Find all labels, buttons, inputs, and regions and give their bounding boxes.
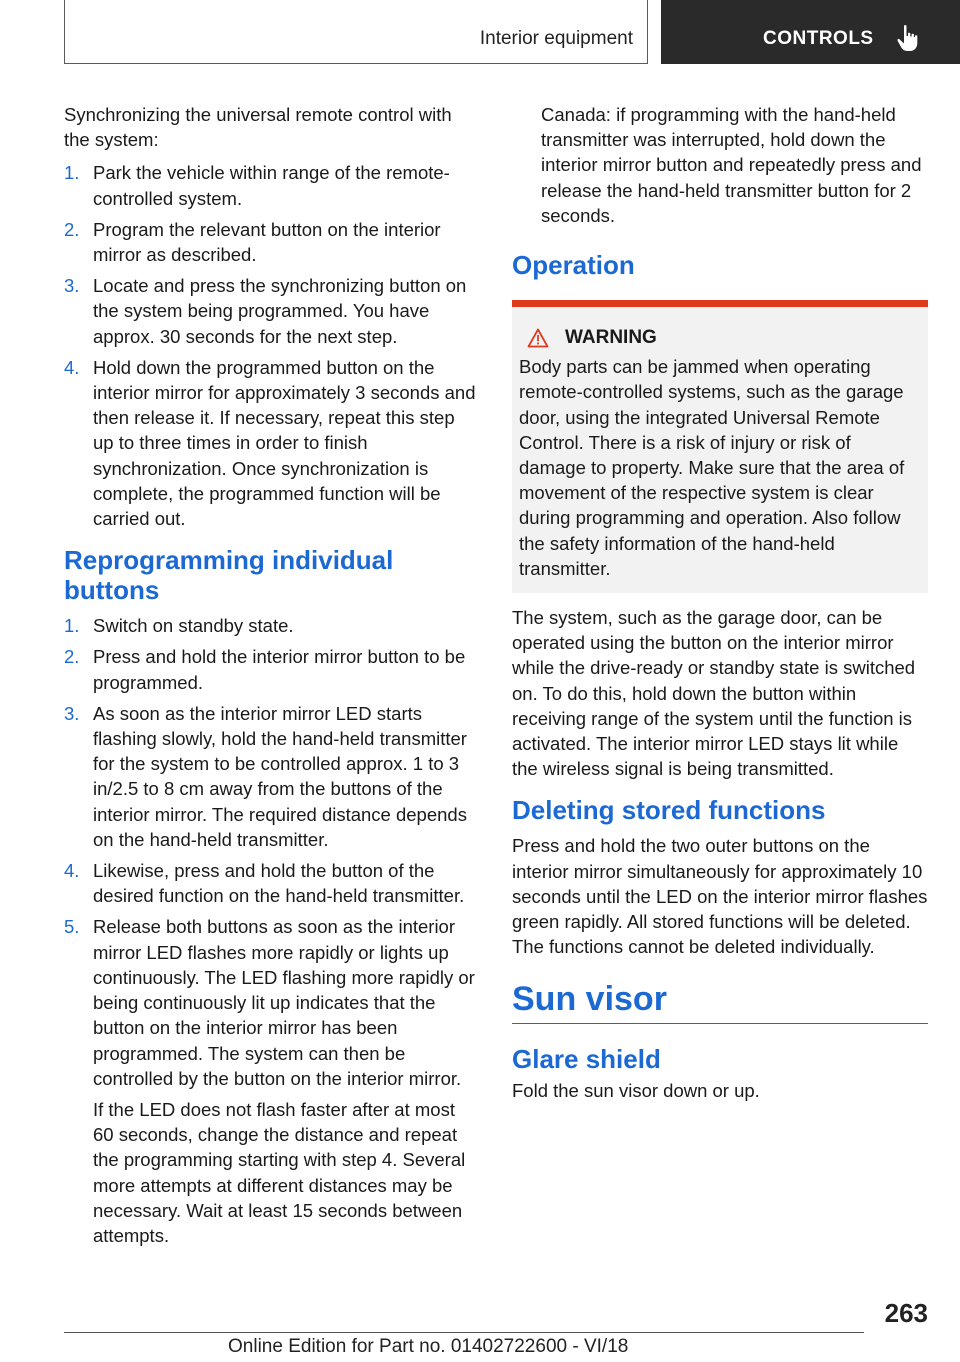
glare-shield-heading: Glare shield	[512, 1044, 661, 1075]
list-item	[64, 858, 480, 908]
step-number: 2.	[64, 218, 80, 240]
step-text: Switch on standby state.	[93, 615, 294, 637]
step-text: Likewise, press and hold the button of the desired function on the hand-held transmitter.	[93, 860, 465, 907]
header-chapter-title: CONTROLS	[763, 28, 874, 49]
sync-steps-list	[64, 160, 480, 531]
step-number: 4.	[64, 860, 80, 882]
footer-edition: Online Edition for Part no. 01402722600 - VI/18	[228, 1336, 629, 1357]
glare-shield-text: Fold the sun visor down or up.	[512, 1080, 760, 1102]
reprogramming-steps-list	[64, 613, 480, 1248]
list-item	[64, 701, 480, 852]
list-item	[64, 160, 480, 210]
list-item	[64, 217, 480, 267]
sun-visor-heading: Sun visor	[512, 979, 928, 1024]
sync-intro: Synchronizing the universal remote control with the system:	[64, 104, 452, 151]
step-text: As soon as the interior mirror LED starts flashing slowly, hold the hand-held transmitter for the system to be controlled approx. 1 to 3 in/2.5 to 8 cm away from the buttons of the interior mirror. The required distance depends on the hand-held transmitter.	[93, 702, 467, 850]
step-text: Park the vehicle within range of the remote-controlled system.	[93, 162, 450, 209]
step-number: 1.	[64, 615, 80, 637]
step-text: Program the relevant button on the interior mirror as described.	[93, 218, 441, 266]
list-item	[64, 273, 480, 349]
reprogramming-heading: Reprogramming individual buttons	[64, 545, 394, 606]
operation-heading: Operation	[512, 250, 635, 281]
left-column	[64, 102, 480, 1254]
step-5-note: If the LED does not flash faster after at most 60 seconds, change the distance and repeat the programming starting with step 4. Several more attempts at different distances may be necessary. Wait at least 15 seconds between attempts.	[93, 1098, 466, 1246]
step-text: Release both buttons as soon as the interior mirror LED flashes more rapidly or lights up continuously. The LED flashing more rapidly or being continuously lit up indicates that the button on the interior mirror has been programmed. The system can then be controlled by the button on the interior mirror.	[93, 916, 475, 1089]
warning-triangle-icon	[527, 328, 549, 348]
header-section-box	[64, 0, 648, 64]
step-number: 4.	[64, 356, 80, 378]
list-item	[64, 914, 480, 1248]
step-text: Hold down the programmed button on the interior mirror for approximately 3 seconds and then release it. If necessary, repeat this step up to three times in order to finish synchronization. Once synchronization is complete, the programmed function will be carried out.	[93, 356, 476, 530]
header-chapter-box	[661, 0, 960, 64]
step-number: 5.	[64, 916, 80, 938]
step-number: 3.	[64, 702, 80, 724]
operation-text: The system, such as the garage door, can be operated using the button on the interior mirror while the drive-ready or standby state is switched on. To do this, hold down the button within receiving range of the system until the function is activated. The interior mirror LED stays lit while the wireless signal is being transmitted.	[512, 607, 916, 780]
list-item	[64, 613, 480, 638]
warning-title: WARNING	[565, 327, 657, 349]
step-number: 3.	[64, 275, 80, 297]
warning-box	[512, 300, 928, 593]
deleting-heading: Deleting stored functions	[512, 795, 826, 826]
right-column	[512, 102, 928, 1104]
footer-divider	[64, 1332, 864, 1333]
list-item	[64, 355, 480, 531]
step-number: 1.	[64, 162, 80, 184]
page-number: 263	[884, 1298, 928, 1328]
list-item	[64, 644, 480, 694]
step-text: Press and hold the interior mirror button to be programmed.	[93, 646, 466, 693]
warning-header	[519, 325, 918, 350]
step-text: Locate and press the synchronizing button on the system being programmed. You have approx. 30 seconds for the next step.	[93, 275, 467, 347]
warning-text: Body parts can be jammed when operating remote-controlled systems, such as the garage door, using the integrated Universal Remote Control. There is a risk of injury or risk of damage to property. Make sure that the area of movement of the respective system is clear during programming and operation. Also follow the safety information of the hand-held transmitter.	[519, 356, 905, 579]
canada-note: Canada: if programming with the hand-held transmitter was interrupted, hold down the interior mirror button and repeatedly press and release the hand-held transmitter button for 2 seconds.	[541, 104, 922, 226]
step-number: 2.	[64, 646, 80, 668]
header-section-title: Interior equipment	[479, 28, 633, 49]
pointing-hand-icon	[895, 24, 921, 52]
deleting-text: Press and hold the two outer buttons on the interior mirror simultaneously for approximately 10 seconds until the LED on the interior mirror flashes green rapidly. All stored functions will be deleted. The functions cannot be deleted individually.	[512, 835, 928, 958]
